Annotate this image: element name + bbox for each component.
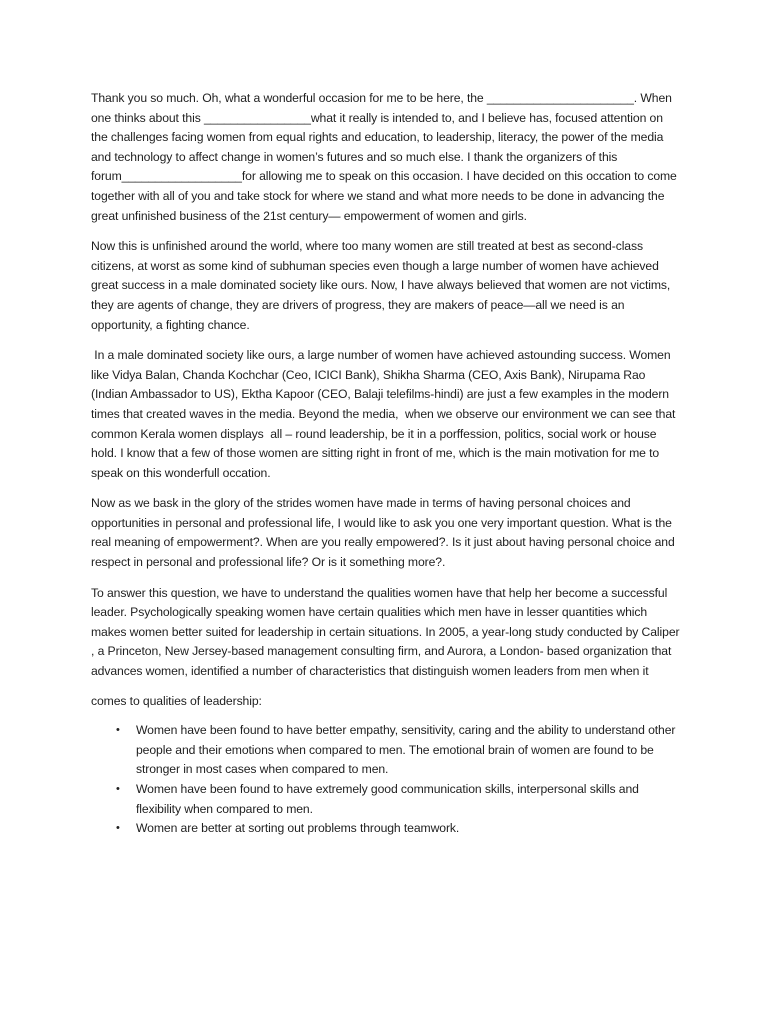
bullet-icon: • (116, 822, 120, 835)
list-item (91, 819, 681, 839)
paragraph-opening: Thank you so much. Oh, what a wonderful occasion for me to be here, the ______________________. When one thinks about this ________________what it really is intended to, and I believe has, focused attention on the challenges facing women from equal rights and education, to leadership, literacy, the power of the media and technology to affect change in women’s futures and so much else. I thank the organizers of this forum__________________for allowing me to speak on this occasion. I have decided on this occation to come together with all of you and take stock for where we stand and what more needs to be done in advancing the great unfinished business of the 21st century— empowerment of women and girls. (91, 91, 677, 223)
leadership-qualities-list (91, 721, 681, 839)
list-item-text: Women are better at sorting out problems through teamwork. (136, 821, 460, 836)
paragraph-leadership-study: To answer this question, we have to understand the qualities women have that help her become a successful leader. Psychologically speaking women have certain qualities which men have in lesser quantities which makes women better suited for leadership in certain situations. In 2005, a year-long study conducted by Caliper , a Princeton, New Jersey-based management consulting firm, and Aurora, a London- based organization that advances women, identified a number of characteristics that distinguish women leaders from men when it (91, 585, 680, 679)
list-item-text: Women have been found to have better empathy, sensitivity, caring and the ability to understand other people and their emotions when compared to men. The emotional brain of women are found to be stronger in most cases when compared to men. (136, 723, 676, 777)
document-body (91, 89, 681, 839)
bullet-icon: • (116, 724, 120, 737)
paragraph-unfinished-business: Now this is unfinished around the world, where too many women are still treated at best as second-class citizens, at worst as some kind of subhuman species even though a large number of women have achieved great success in a male dominated society like ours. Now, I have always believed that women are not victims, they are agents of change, they are drivers of progress, they are makers of peace—all we need is an opportunity, a fighting chance. (91, 239, 671, 332)
list-item (91, 721, 681, 780)
list-item (91, 780, 681, 819)
paragraph-empowerment-question: Now as we bask in the glory of the strides women have made in terms of having personal choices and opportunities in personal and professional life, I would like to ask you one very important question. What is the real meaning of empowerment?. When are you really empowered?. Is it just about having personal choice and respect in personal and professional life? Or is it something more?. (91, 496, 675, 570)
paragraph-leadership-leadin: comes to qualities of leadership: (91, 693, 262, 708)
list-item-text: Women have been found to have extremely good communication skills, interpersonal skills and flexibility when compared to men. (136, 782, 639, 816)
bullet-icon: • (116, 783, 120, 795)
paragraph-success-examples: In a male dominated society like ours, a large number of women have achieved astounding success. Women like Vidya Balan, Chanda Kochchar (Ceo, ICICI Bank), Shikha Sharma (CEO, Axis Bank), Nirupama Rao (Indian Ambassador to US), Ektha Kapoor (CEO, Balaji telefilms-hindi) are just a few examples in the modern times that created waves in the media. Beyond the media, when we observe our environment we can see that common Kerala women displays all – round leadership, be it in a porffession, politics, social work or house hold. I know that a few of those women are sitting right in front of me, which is the main motivation for me to speak on this wonderfull occation. (91, 348, 679, 480)
